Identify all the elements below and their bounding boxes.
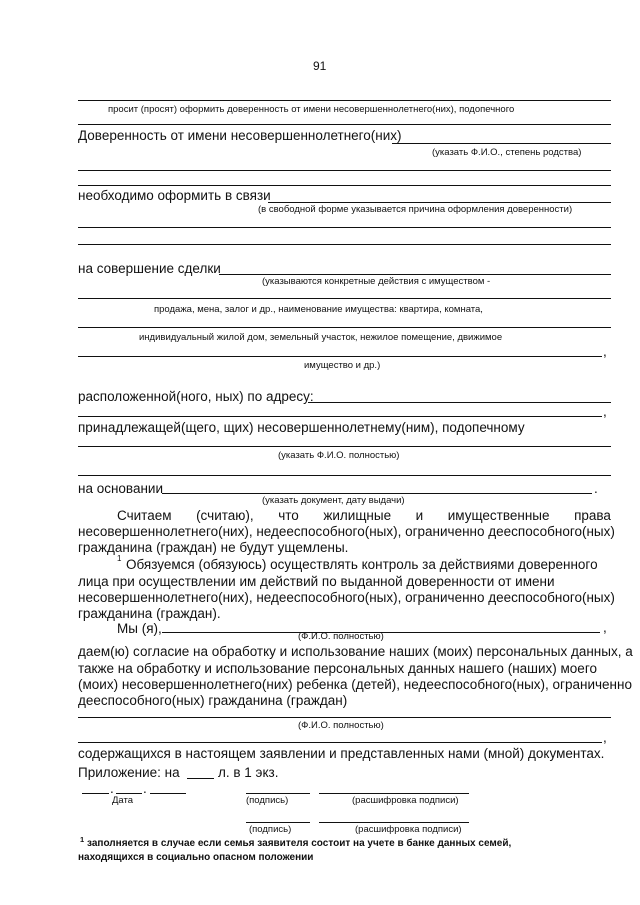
- address-line-2[interactable]: [78, 416, 602, 417]
- attachment-prefix: Приложение: на: [78, 765, 180, 780]
- deal-hint-4: имущество и др.): [304, 360, 381, 371]
- date-year-input[interactable]: [150, 793, 186, 794]
- signature-input-2[interactable]: [246, 822, 310, 823]
- fio-hint: (Ф.И.О. полностью): [298, 631, 384, 642]
- signature-decoding-input[interactable]: [319, 793, 469, 794]
- consent-line-3: (моих) несовершеннолетнего(них) ребенка (детей), недееспособного(ных), ограниченно: [78, 677, 632, 692]
- reason-input-line[interactable]: [78, 185, 611, 186]
- consent-line-1: даем(ю) согласие на обработку и использование наших (моих) персональных данных, а: [78, 644, 633, 659]
- consent-line-2: также на обработку и использование персональных данных нашего (наших) моего: [78, 661, 597, 676]
- consent-fio-line-2[interactable]: [78, 742, 602, 743]
- reason-hint: (в свободной форме указывается причина оформления доверенности): [258, 204, 573, 215]
- reason-line-2[interactable]: [78, 227, 611, 228]
- page-number: 91: [313, 59, 327, 73]
- proxy-hint: (указать Ф.И.О., степень родства): [432, 147, 582, 158]
- date-label: Дата: [112, 795, 134, 806]
- deal-input-line[interactable]: [219, 274, 611, 275]
- deal-label: на совершение сделки: [78, 261, 221, 276]
- date-month-input[interactable]: [116, 793, 142, 794]
- proxy-line-2[interactable]: [78, 170, 611, 171]
- para2-line-1: Обязуемся (обязуюсь) осуществлять контроль за действиями доверенного: [126, 557, 598, 572]
- signature-label: (подпись): [246, 795, 289, 806]
- basis-label: на основании: [78, 481, 164, 496]
- proxy-label: Доверенность от имени несовершеннолетнего(них): [78, 128, 402, 143]
- reason-line-1[interactable]: [268, 202, 611, 203]
- request-caption: просит (просят) оформить доверенность от имени несовершеннолетнего(них), подопечного: [108, 104, 515, 115]
- basis-hint: (указать документ, дату выдачи): [262, 495, 405, 506]
- address-label: расположенной(ного, ных) по адресу:: [78, 389, 314, 404]
- comma-mark: ,: [603, 404, 607, 419]
- owner-line-2[interactable]: [78, 475, 611, 476]
- para1-line-2: несовершеннолетнего(них), недееспособного(ных), ограниченно дееспособного(ных): [78, 524, 615, 539]
- attachment-suffix: л. в 1 экз.: [218, 765, 279, 780]
- owner-line-1[interactable]: [78, 446, 611, 447]
- comma-mark: ,: [603, 344, 607, 359]
- footnote-line-2: находящихся в социально опасном положении: [78, 852, 314, 863]
- deal-line-3[interactable]: [78, 327, 611, 328]
- fio-hint-2: (Ф.И.О. полностью): [298, 720, 384, 731]
- we-label: Мы (я),: [117, 621, 162, 636]
- footnote-marker: 1: [80, 835, 85, 844]
- comma-mark: ,: [603, 730, 607, 745]
- owner-label: принадлежащей(щего, щих) несовершеннолетнему(ним), подопечному: [78, 420, 525, 435]
- consent-fio-line[interactable]: [78, 717, 611, 718]
- para2-line-4: гражданина (граждан).: [78, 606, 221, 621]
- blank-line[interactable]: [78, 124, 611, 125]
- para1-line-3: гражданина (граждан) не будут ущемлены.: [78, 540, 349, 555]
- date-separator: .: [110, 781, 114, 796]
- footnote-ref: 1: [117, 554, 122, 563]
- date-day-input[interactable]: [82, 793, 109, 794]
- signature-decoding-label-2: (расшифровка подписи): [355, 824, 462, 835]
- footnote-line-1: заполняется в случае если семья заявителя состоит на учете в банке данных семей,: [87, 838, 512, 849]
- reason-label: необходимо оформить в связи: [78, 188, 271, 203]
- reason-line-3[interactable]: [78, 244, 611, 245]
- basis-input-line[interactable]: [162, 493, 592, 494]
- para2-line-3: несовершеннолетнего(них), недееспособного(ных), ограниченно дееспособного(ных): [78, 590, 615, 605]
- proxy-input-line[interactable]: [392, 143, 611, 144]
- signature-label-2: (подпись): [249, 824, 292, 835]
- para2-line-2: лица при осуществлении им действий по выданной доверенности от имени: [78, 574, 555, 589]
- consent-line-4: дееспособного(ных) гражданина (граждан): [78, 693, 348, 708]
- signature-decoding-label: (расшифровка подписи): [352, 795, 459, 806]
- para1-line-1: Считаем (считаю), что жилищные и имущественные права: [117, 508, 611, 523]
- comma-mark: ,: [603, 620, 607, 635]
- deal-line-4[interactable]: [78, 356, 602, 357]
- attachment-pages-input[interactable]: [187, 778, 214, 779]
- period-mark: .: [594, 481, 598, 496]
- deal-line-2[interactable]: [78, 298, 611, 299]
- deal-hint-1: (указываются конкретные действия с имуществом -: [262, 276, 491, 287]
- deal-hint-2: продажа, мена, залог и др., наименование имущества: квартира, комната,: [154, 304, 483, 315]
- applicant-line[interactable]: [78, 100, 611, 101]
- date-separator: .: [143, 781, 147, 796]
- signature-decoding-input-2[interactable]: [319, 822, 469, 823]
- consent-line-5: содержащихся в настоящем заявлении и представленных нами (мной) документах.: [78, 746, 605, 761]
- deal-hint-3: индивидуальный жилой дом, земельный участок, нежилое помещение, движимое: [139, 332, 503, 343]
- address-input-line[interactable]: [308, 402, 611, 403]
- owner-hint: (указать Ф.И.О. полностью): [278, 450, 400, 461]
- signature-input[interactable]: [246, 793, 310, 794]
